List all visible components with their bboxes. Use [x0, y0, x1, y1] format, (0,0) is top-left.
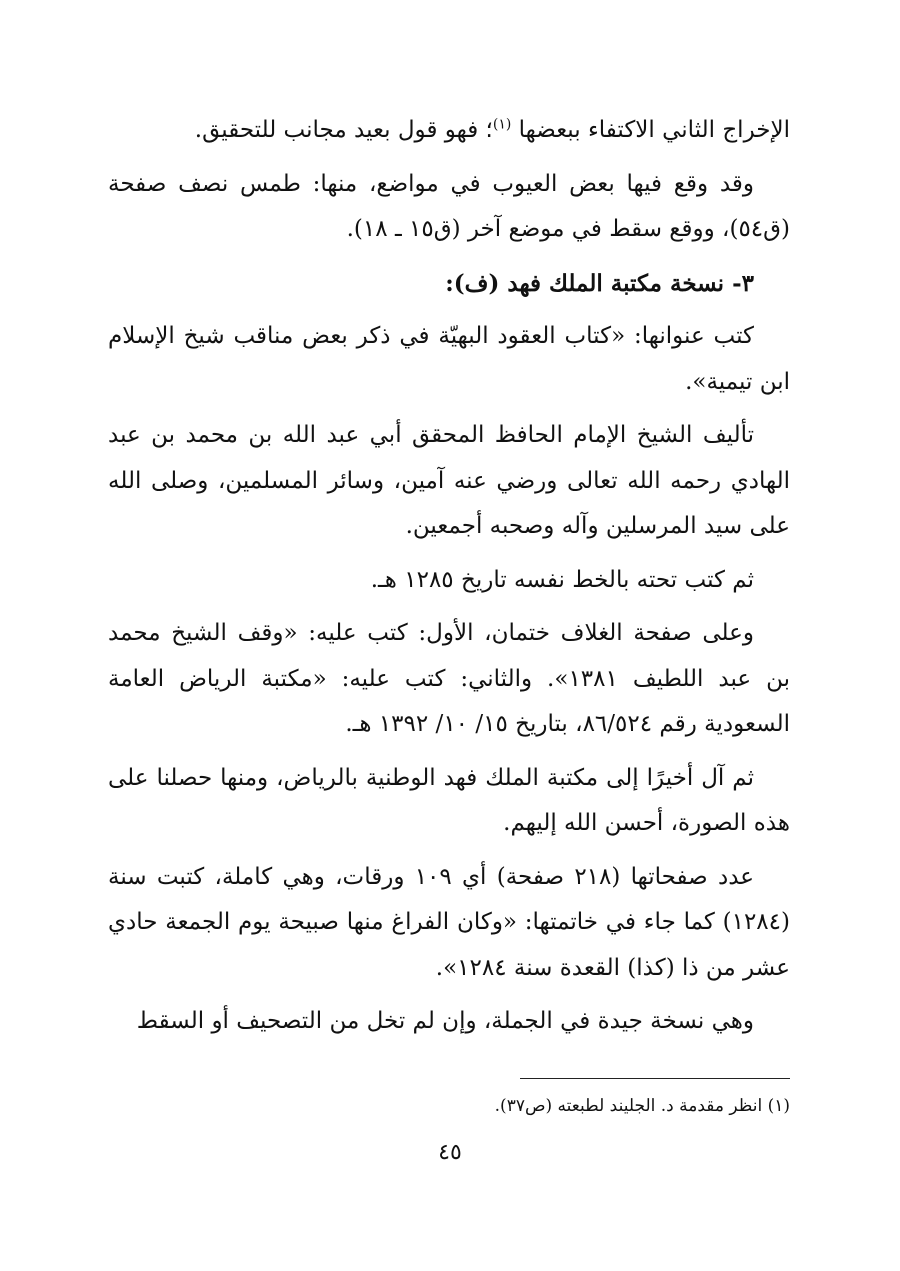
- footnote-text: انظر مقدمة د. الجليند لطبعته (ص٣٧).: [494, 1096, 763, 1116]
- paragraph-date: ثم كتب تحته بالخط نفسه تاريخ ١٢٨٥ هـ.: [370, 566, 754, 593]
- paragraph-text: ؛ فهو قول بعيد مجانب للتحقيق.: [194, 117, 493, 143]
- paragraph-quality: وهي نسخة جيدة في الجملة، وإن لم تخل من التصحيف أو السقط: [136, 1008, 754, 1034]
- section-heading: ٣- نسخة مكتبة الملك فهد (ف):: [445, 269, 754, 297]
- paragraph-pages: عدد صفحاتها (٢١٨ صفحة) أي ١٠٩ ورقات، وهي كاملة، كتبت سنة (١٢٨٤) كما جاء في خاتمتها: «وكان الفراغ منها صبيحة يوم الجمعة حادي عشر من ذا (كذا) القعدة سنة ١٢٨٤».: [108, 863, 790, 981]
- page-number: ٤٥: [438, 1140, 462, 1165]
- paragraph-defects: وقد وقع فيها بعض العيوب في مواضع، منها: طمس نصف صفحة (ق٥٤)، ووقع سقط في موضع آخر (ق١٥ ـ ١٨).: [108, 170, 790, 242]
- footnote-divider: [520, 1078, 790, 1079]
- paragraph-source: ثم آل أخيرًا إلى مكتبة الملك فهد الوطنية بالرياض، ومنها حصلنا على هذه الصورة، أحسن الله إليهم.: [108, 764, 790, 836]
- paragraph-author: تأليف الشيخ الإمام الحافظ المحقق أبي عبد الله بن محمد بن عبد الهادي رحمه الله تعالى ورضي عنه آمين، وسائر المسلمين، وصلى الله على سيد المرسلين وآله وصحبه أجمعين.: [108, 422, 790, 539]
- body-text: [108, 108, 790, 1053]
- paragraph-title: كتب عنوانها: «كتاب العقود البهيّة في ذكر بعض مناقب شيخ الإسلام ابن تيمية».: [108, 323, 790, 395]
- footnote: [108, 1092, 790, 1120]
- footnote-reference[interactable]: (١): [492, 116, 512, 133]
- footnote-marker: (١): [767, 1096, 790, 1116]
- paragraph-text: الإخراج الثاني الاكتفاء ببعضها: [518, 117, 790, 143]
- paragraph-continuation: [108, 108, 790, 154]
- paragraph-stamps: وعلى صفحة الغلاف ختمان، الأول: كتب عليه: «وقف الشيخ محمد بن عبد اللطيف ١٣٨١». والثاني: كتب عليه: «مكتبة الرياض العامة السعودية رقم ٨٦/٥٢٤، بتاريخ ١٥/ ١٠/ ١٣٩٢ هـ.: [108, 620, 790, 737]
